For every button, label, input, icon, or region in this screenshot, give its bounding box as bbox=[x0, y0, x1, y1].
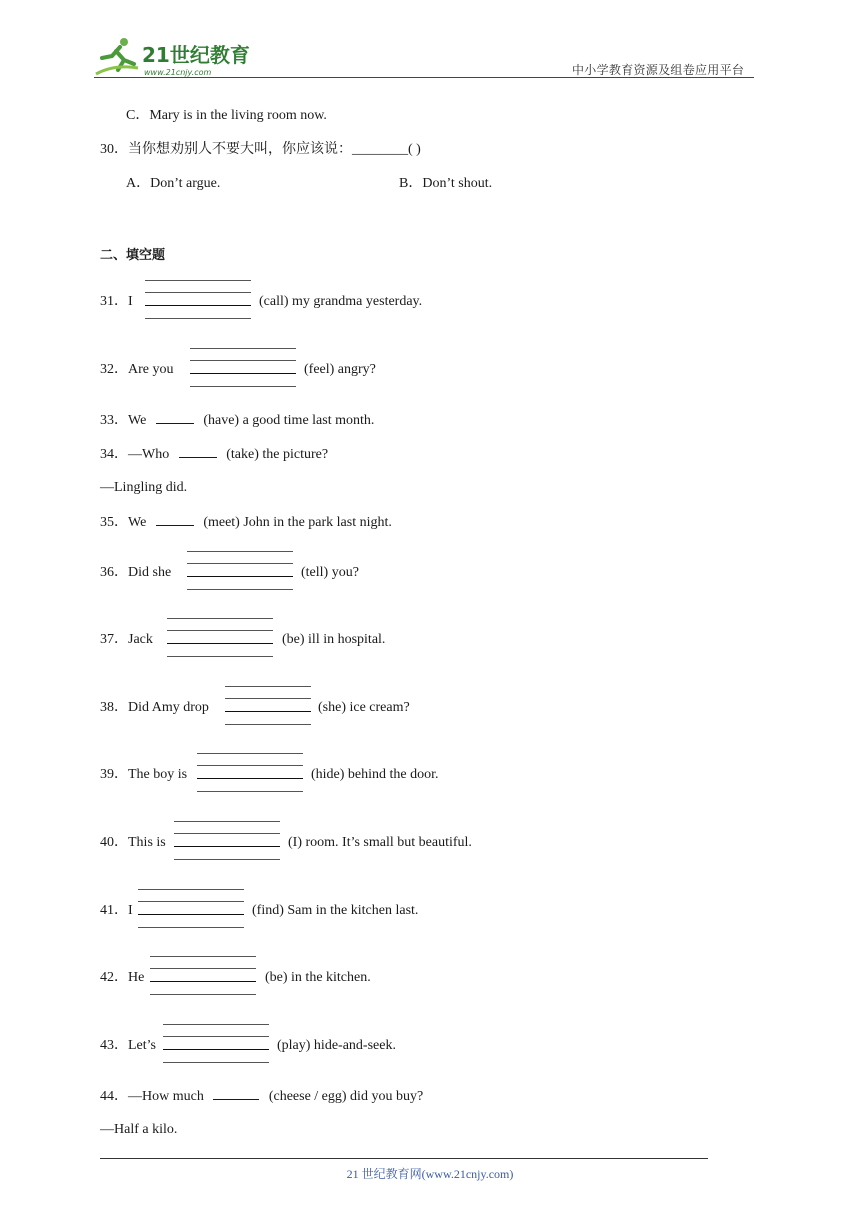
q30-option-b: B．Don’t shout. bbox=[399, 176, 493, 191]
q34-question bbox=[100, 445, 328, 464]
q34-suffix: (take) the picture? bbox=[226, 447, 329, 462]
section-heading: 二、填空题 bbox=[100, 248, 166, 263]
q40-suffix: (I) room. It’s small but beautiful. bbox=[288, 835, 472, 850]
q39-prefix: 39．The boy is bbox=[100, 767, 188, 782]
footer-divider bbox=[100, 1158, 708, 1159]
q42-answer-blank[interactable] bbox=[150, 956, 256, 996]
q38-suffix: (she) ice cream? bbox=[318, 700, 410, 715]
q37-prefix: 37．Jack bbox=[100, 632, 153, 647]
header-divider bbox=[94, 77, 754, 78]
q37-answer-blank[interactable] bbox=[167, 618, 273, 658]
q33-prefix: 33．We bbox=[100, 413, 147, 428]
q41-answer-blank[interactable] bbox=[138, 889, 244, 929]
platform-title: 中小学教育资源及组卷应用平台 bbox=[572, 63, 745, 77]
q44-prefix: 44．—How much bbox=[100, 1089, 204, 1104]
q33-answer-blank[interactable] bbox=[156, 411, 194, 424]
q38-answer-blank[interactable] bbox=[225, 686, 311, 726]
q31-prefix: 31．I bbox=[100, 294, 133, 309]
q34-answer: —Lingling did. bbox=[100, 480, 188, 495]
q40-prefix: 40．This is bbox=[100, 835, 166, 850]
logo-main-text: 21世纪教育 bbox=[142, 43, 250, 67]
q30-option-a: A．Don’t argue. bbox=[126, 176, 221, 191]
site-logo bbox=[94, 34, 264, 80]
q43-suffix: (play) hide-and-seek. bbox=[277, 1038, 396, 1053]
q40-answer-blank[interactable] bbox=[174, 821, 280, 861]
q41-prefix: 41．I bbox=[100, 903, 133, 918]
q30-question: 30．当你想劝别人不要大叫，你应该说：________( ) bbox=[100, 142, 421, 157]
q35-prefix: 35．We bbox=[100, 515, 147, 530]
q35-suffix: (meet) John in the park last night. bbox=[203, 515, 392, 530]
q31-suffix: (call) my grandma yesterday. bbox=[259, 294, 423, 309]
q41-suffix: (find) Sam in the kitchen last. bbox=[252, 903, 419, 918]
q39-suffix: (hide) behind the door. bbox=[311, 767, 439, 782]
q32-suffix: (feel) angry? bbox=[304, 362, 376, 377]
q44-question bbox=[100, 1087, 423, 1106]
q44-answer-blank[interactable] bbox=[213, 1087, 259, 1100]
q42-suffix: (be) in the kitchen. bbox=[265, 970, 371, 985]
runner-icon bbox=[96, 38, 138, 74]
q37-suffix: (be) ill in hospital. bbox=[282, 632, 386, 647]
footer-link[interactable]: 21 世纪教育网(www.21cnjy.com) bbox=[346, 1167, 514, 1181]
q35-question bbox=[100, 513, 392, 532]
q33-suffix: (have) a good time last month. bbox=[203, 413, 375, 428]
q44-suffix: (cheese / egg) did you buy? bbox=[268, 1089, 424, 1104]
q36-suffix: (tell) you? bbox=[301, 565, 359, 580]
q31-answer-blank[interactable] bbox=[145, 280, 251, 320]
q42-prefix: 42．He bbox=[100, 970, 145, 985]
q35-answer-blank[interactable] bbox=[156, 513, 194, 526]
q34-prefix: 34．—Who bbox=[100, 447, 170, 462]
q43-answer-blank[interactable] bbox=[163, 1024, 269, 1064]
q29-option-c: C．Mary is in the living room now. bbox=[126, 108, 327, 123]
logo-sub-text: www.21cnjy.com bbox=[144, 68, 212, 77]
q36-prefix: 36．Did she bbox=[100, 565, 172, 580]
q32-answer-blank[interactable] bbox=[190, 348, 296, 388]
q33-question bbox=[100, 411, 374, 430]
q43-prefix: 43．Let’s bbox=[100, 1038, 156, 1053]
q38-prefix: 38．Did Amy drop bbox=[100, 700, 209, 715]
q34-answer-blank[interactable] bbox=[179, 445, 217, 458]
q32-prefix: 32．Are you bbox=[100, 362, 174, 377]
q36-answer-blank[interactable] bbox=[187, 551, 293, 591]
q39-answer-blank[interactable] bbox=[197, 753, 303, 793]
q44-answer: —Half a kilo. bbox=[100, 1122, 178, 1137]
